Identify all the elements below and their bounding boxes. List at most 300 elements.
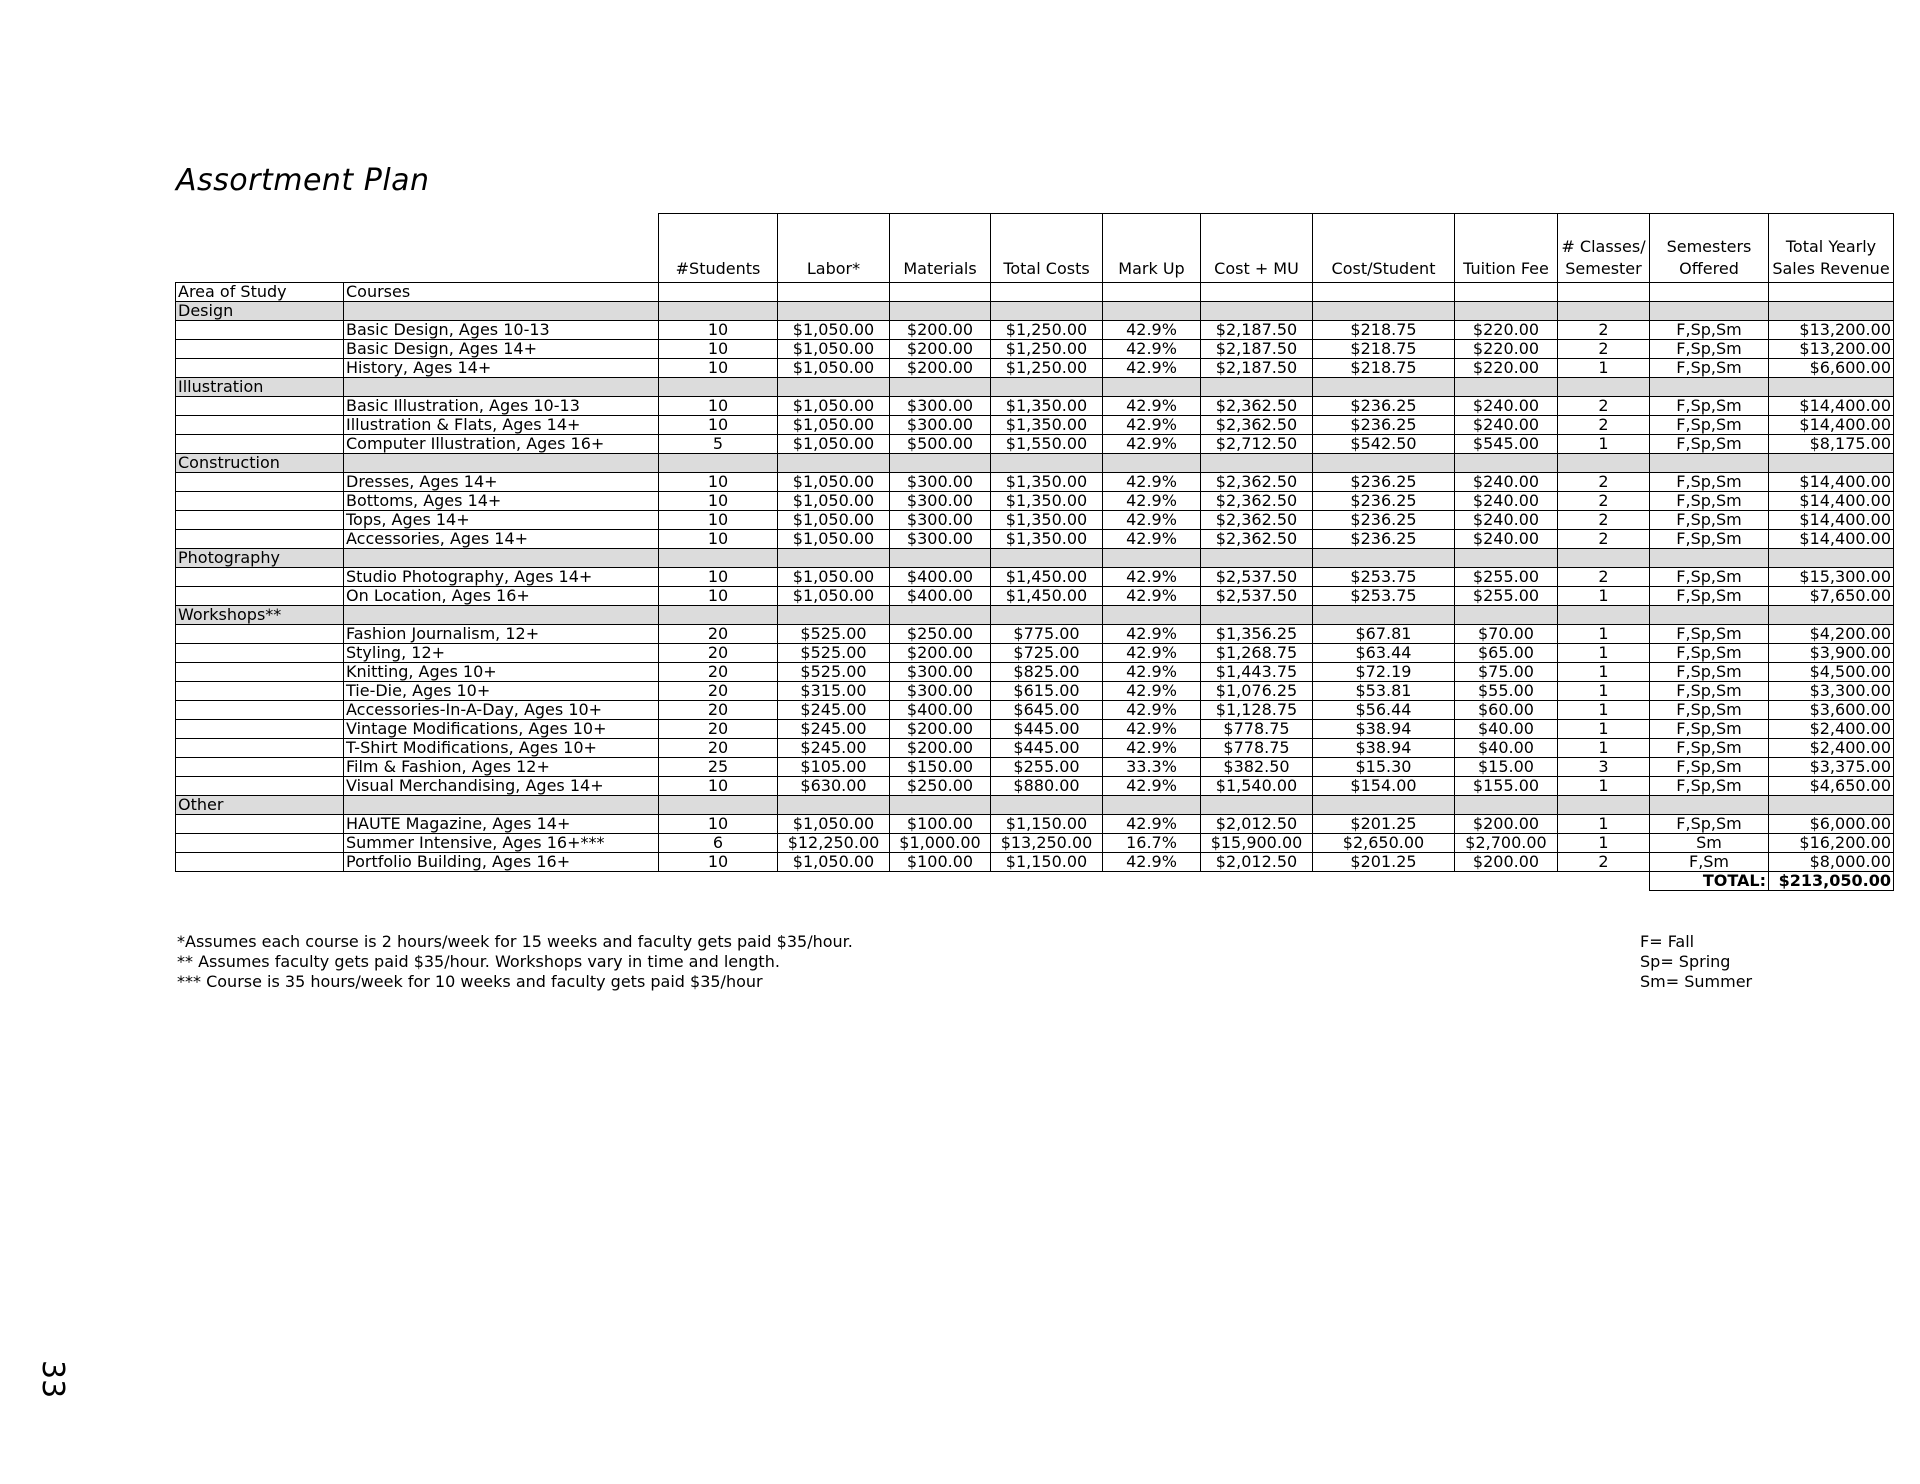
total-row xyxy=(176,872,1894,891)
table-cell: 10 xyxy=(659,321,778,340)
table-cell: $14,400.00 xyxy=(1769,473,1894,492)
course-name: Dresses, Ages 14+ xyxy=(344,473,659,492)
table-cell: $6,000.00 xyxy=(1769,815,1894,834)
table-row xyxy=(176,416,1894,435)
table-cell: 10 xyxy=(659,511,778,530)
table-cell: $70.00 xyxy=(1455,625,1558,644)
table-cell: $300.00 xyxy=(890,492,991,511)
area-name: Workshops** xyxy=(176,606,344,625)
table-cell: $382.50 xyxy=(1201,758,1313,777)
table-cell: $2,650.00 xyxy=(1313,834,1455,853)
table-row xyxy=(176,701,1894,720)
course-name: Visual Merchandising, Ages 14+ xyxy=(344,777,659,796)
course-name: Portfolio Building, Ages 16+ xyxy=(344,853,659,872)
table-cell: $236.25 xyxy=(1313,511,1455,530)
table-cell: 10 xyxy=(659,777,778,796)
table-cell: $400.00 xyxy=(890,701,991,720)
table-cell: $1,050.00 xyxy=(778,530,890,549)
table-row xyxy=(176,720,1894,739)
table-cell: $200.00 xyxy=(890,720,991,739)
table-cell: $1,050.00 xyxy=(778,492,890,511)
table-cell: 1 xyxy=(1558,720,1650,739)
table-cell: 10 xyxy=(659,359,778,378)
table-cell: $2,537.50 xyxy=(1201,568,1313,587)
course-name: Illustration & Flats, Ages 14+ xyxy=(344,416,659,435)
table-cell: $1,076.25 xyxy=(1201,682,1313,701)
table-cell: $63.44 xyxy=(1313,644,1455,663)
table-cell: 42.9% xyxy=(1103,739,1201,758)
table-cell: $200.00 xyxy=(890,644,991,663)
table-cell: 10 xyxy=(659,568,778,587)
table-cell: $542.50 xyxy=(1313,435,1455,454)
table-cell: F,Sp,Sm xyxy=(1650,340,1769,359)
table-cell: $1,050.00 xyxy=(778,416,890,435)
table-cell: F,Sp,Sm xyxy=(1650,435,1769,454)
table-cell: 1 xyxy=(1558,644,1650,663)
table-cell: $1,050.00 xyxy=(778,321,890,340)
table-cell: 42.9% xyxy=(1103,777,1201,796)
table-cell: $2,012.50 xyxy=(1201,815,1313,834)
table-cell: $14,400.00 xyxy=(1769,416,1894,435)
table-cell: 1 xyxy=(1558,587,1650,606)
table-cell: $1,350.00 xyxy=(991,416,1103,435)
table-cell: $2,187.50 xyxy=(1201,340,1313,359)
table-cell: 42.9% xyxy=(1103,587,1201,606)
table-cell: $825.00 xyxy=(991,663,1103,682)
table-cell: 10 xyxy=(659,416,778,435)
footnote: ** Assumes faculty gets paid $35/hour. Workshops vary in time and length. xyxy=(177,952,780,971)
table-cell: $300.00 xyxy=(890,663,991,682)
table-cell: 16.7% xyxy=(1103,834,1201,853)
table-cell: $240.00 xyxy=(1455,492,1558,511)
table-cell: $245.00 xyxy=(778,701,890,720)
table-cell: F,Sp,Sm xyxy=(1650,530,1769,549)
table-cell: $3,600.00 xyxy=(1769,701,1894,720)
table-cell: $236.25 xyxy=(1313,530,1455,549)
table-cell: 20 xyxy=(659,625,778,644)
course-name: T-Shirt Modifications, Ages 10+ xyxy=(344,739,659,758)
table-cell: $236.25 xyxy=(1313,492,1455,511)
table-cell: $2,537.50 xyxy=(1201,587,1313,606)
table-cell: $315.00 xyxy=(778,682,890,701)
course-name: On Location, Ages 16+ xyxy=(344,587,659,606)
table-cell: $55.00 xyxy=(1455,682,1558,701)
table-cell: F,Sp,Sm xyxy=(1650,720,1769,739)
legend-item: F= Fall xyxy=(1640,932,1695,951)
table-cell: $2,362.50 xyxy=(1201,511,1313,530)
table-cell: $245.00 xyxy=(778,739,890,758)
table-cell: $6,600.00 xyxy=(1769,359,1894,378)
table-row xyxy=(176,853,1894,872)
course-name: Styling, 12+ xyxy=(344,644,659,663)
table-cell: $15,300.00 xyxy=(1769,568,1894,587)
table-cell: $4,200.00 xyxy=(1769,625,1894,644)
table-cell: $1,250.00 xyxy=(991,340,1103,359)
table-row xyxy=(176,511,1894,530)
table-cell: $236.25 xyxy=(1313,473,1455,492)
table-row xyxy=(176,644,1894,663)
table-cell: 10 xyxy=(659,340,778,359)
table-cell: $75.00 xyxy=(1455,663,1558,682)
table-row xyxy=(176,834,1894,853)
total-value: $213,050.00 xyxy=(1769,872,1894,891)
column-header: Total Yearly Sales Revenue xyxy=(1769,214,1894,283)
table-cell: F,Sp,Sm xyxy=(1650,739,1769,758)
table-row xyxy=(176,473,1894,492)
table-cell: $880.00 xyxy=(991,777,1103,796)
table-row xyxy=(176,530,1894,549)
column-header: Mark Up xyxy=(1103,214,1201,283)
table-cell: $1,250.00 xyxy=(991,321,1103,340)
area-row xyxy=(176,454,1894,473)
table-cell: $255.00 xyxy=(991,758,1103,777)
table-cell: 20 xyxy=(659,644,778,663)
table-cell: 2 xyxy=(1558,321,1650,340)
table-cell: F,Sp,Sm xyxy=(1650,416,1769,435)
table-cell: 42.9% xyxy=(1103,416,1201,435)
table-cell: 42.9% xyxy=(1103,511,1201,530)
table-cell: 2 xyxy=(1558,473,1650,492)
course-name: Tie-Die, Ages 10+ xyxy=(344,682,659,701)
table-cell: $3,300.00 xyxy=(1769,682,1894,701)
table-cell: 20 xyxy=(659,720,778,739)
table-cell: $1,350.00 xyxy=(991,492,1103,511)
table-cell: 42.9% xyxy=(1103,359,1201,378)
table-cell: $1,050.00 xyxy=(778,435,890,454)
table-cell: F,Sp,Sm xyxy=(1650,644,1769,663)
table-cell: 42.9% xyxy=(1103,340,1201,359)
table-cell: Sm xyxy=(1650,834,1769,853)
table-cell: $13,200.00 xyxy=(1769,340,1894,359)
table-cell: $56.44 xyxy=(1313,701,1455,720)
table-cell: $1,268.75 xyxy=(1201,644,1313,663)
table-cell: $525.00 xyxy=(778,663,890,682)
table-cell: $1,450.00 xyxy=(991,587,1103,606)
table-cell: $240.00 xyxy=(1455,416,1558,435)
table-cell: $200.00 xyxy=(890,359,991,378)
table-cell: $525.00 xyxy=(778,625,890,644)
table-row xyxy=(176,758,1894,777)
table-cell: $154.00 xyxy=(1313,777,1455,796)
table-cell: $12,250.00 xyxy=(778,834,890,853)
table-cell: $2,400.00 xyxy=(1769,739,1894,758)
table-cell: $38.94 xyxy=(1313,720,1455,739)
table-cell: 10 xyxy=(659,530,778,549)
table-cell: $105.00 xyxy=(778,758,890,777)
table-cell: 42.9% xyxy=(1103,644,1201,663)
footnote: *** Course is 35 hours/week for 10 weeks and faculty gets paid $35/hour xyxy=(177,972,763,991)
column-header: Total Costs xyxy=(991,214,1103,283)
table-cell: $200.00 xyxy=(890,321,991,340)
table-cell: $1,350.00 xyxy=(991,397,1103,416)
table-cell: 42.9% xyxy=(1103,530,1201,549)
table-cell: $240.00 xyxy=(1455,397,1558,416)
table-cell: $218.75 xyxy=(1313,359,1455,378)
table-cell: $1,050.00 xyxy=(778,568,890,587)
area-row xyxy=(176,549,1894,568)
table-cell: $155.00 xyxy=(1455,777,1558,796)
table-cell: $1,450.00 xyxy=(991,568,1103,587)
table-cell: 20 xyxy=(659,682,778,701)
table-cell: F,Sp,Sm xyxy=(1650,511,1769,530)
table-cell: 10 xyxy=(659,492,778,511)
table-cell: $100.00 xyxy=(890,815,991,834)
table-cell: $14,400.00 xyxy=(1769,530,1894,549)
table-cell: $300.00 xyxy=(890,416,991,435)
table-cell: 33.3% xyxy=(1103,758,1201,777)
table-cell: $253.75 xyxy=(1313,568,1455,587)
table-cell: 42.9% xyxy=(1103,321,1201,340)
area-row xyxy=(176,302,1894,321)
table-cell: $1,050.00 xyxy=(778,473,890,492)
table-cell: $255.00 xyxy=(1455,568,1558,587)
table-cell: $545.00 xyxy=(1455,435,1558,454)
table-row xyxy=(176,739,1894,758)
table-cell: $13,250.00 xyxy=(991,834,1103,853)
table-cell: $2,362.50 xyxy=(1201,492,1313,511)
table-cell: $72.19 xyxy=(1313,663,1455,682)
table-cell: $1,050.00 xyxy=(778,511,890,530)
table-cell: 6 xyxy=(659,834,778,853)
table-cell: 1 xyxy=(1558,815,1650,834)
table-cell: 1 xyxy=(1558,834,1650,853)
table-cell: $3,900.00 xyxy=(1769,644,1894,663)
total-label: TOTAL: xyxy=(1650,872,1769,891)
table-cell: F,Sp,Sm xyxy=(1650,815,1769,834)
table-cell: $1,550.00 xyxy=(991,435,1103,454)
table-cell: 10 xyxy=(659,397,778,416)
table-cell: $200.00 xyxy=(890,739,991,758)
table-cell: $16,200.00 xyxy=(1769,834,1894,853)
table-cell: 1 xyxy=(1558,777,1650,796)
table-cell: $100.00 xyxy=(890,853,991,872)
table-row xyxy=(176,625,1894,644)
table-cell: $1,050.00 xyxy=(778,853,890,872)
table-cell: $40.00 xyxy=(1455,739,1558,758)
table-cell: F,Sp,Sm xyxy=(1650,682,1769,701)
table-cell: $1,443.75 xyxy=(1201,663,1313,682)
area-name: Illustration xyxy=(176,378,344,397)
table-cell: $775.00 xyxy=(991,625,1103,644)
table-cell: $1,350.00 xyxy=(991,530,1103,549)
course-name: Basic Design, Ages 14+ xyxy=(344,340,659,359)
table-cell: $255.00 xyxy=(1455,587,1558,606)
table-cell: 1 xyxy=(1558,663,1650,682)
course-name: Bottoms, Ages 14+ xyxy=(344,492,659,511)
table-cell: $2,362.50 xyxy=(1201,530,1313,549)
table-cell: $300.00 xyxy=(890,682,991,701)
table-cell: 2 xyxy=(1558,568,1650,587)
course-name: Summer Intensive, Ages 16+*** xyxy=(344,834,659,853)
course-name: Studio Photography, Ages 14+ xyxy=(344,568,659,587)
table-cell: $53.81 xyxy=(1313,682,1455,701)
table-cell: 20 xyxy=(659,701,778,720)
course-name: Vintage Modifications, Ages 10+ xyxy=(344,720,659,739)
column-header: #Students xyxy=(659,214,778,283)
header-row xyxy=(176,214,1894,283)
course-name: History, Ages 14+ xyxy=(344,359,659,378)
table-cell: 1 xyxy=(1558,682,1650,701)
table-cell: $67.81 xyxy=(1313,625,1455,644)
table-cell: F,Sp,Sm xyxy=(1650,777,1769,796)
table-cell: $38.94 xyxy=(1313,739,1455,758)
table-cell: $1,000.00 xyxy=(890,834,991,853)
column-header: Tuition Fee xyxy=(1455,214,1558,283)
table-cell: F,Sp,Sm xyxy=(1650,701,1769,720)
table-cell: $65.00 xyxy=(1455,644,1558,663)
table-cell: $200.00 xyxy=(1455,853,1558,872)
table-cell: $300.00 xyxy=(890,473,991,492)
area-name: Design xyxy=(176,302,344,321)
table-cell: $15,900.00 xyxy=(1201,834,1313,853)
table-cell: $220.00 xyxy=(1455,340,1558,359)
table-cell: $40.00 xyxy=(1455,720,1558,739)
table-cell: $2,362.50 xyxy=(1201,416,1313,435)
table-cell: $1,128.75 xyxy=(1201,701,1313,720)
table-cell: 2 xyxy=(1558,340,1650,359)
table-cell: $1,150.00 xyxy=(991,853,1103,872)
table-cell: $236.25 xyxy=(1313,416,1455,435)
table-cell: 42.9% xyxy=(1103,720,1201,739)
table-cell: 2 xyxy=(1558,530,1650,549)
table-cell: $8,000.00 xyxy=(1769,853,1894,872)
table-cell: 2 xyxy=(1558,492,1650,511)
table-cell: 1 xyxy=(1558,625,1650,644)
table-cell: $1,150.00 xyxy=(991,815,1103,834)
table-cell: $2,012.50 xyxy=(1201,853,1313,872)
table-row xyxy=(176,815,1894,834)
table-cell: 5 xyxy=(659,435,778,454)
table-cell: $201.25 xyxy=(1313,853,1455,872)
table-row xyxy=(176,397,1894,416)
table-cell: $1,540.00 xyxy=(1201,777,1313,796)
assortment-plan-table xyxy=(175,213,1894,891)
table-cell: $2,187.50 xyxy=(1201,321,1313,340)
page-number: 33 xyxy=(35,1360,70,1399)
table-cell: 2 xyxy=(1558,511,1650,530)
footnote: *Assumes each course is 2 hours/week for 15 weeks and faculty gets paid $35/hour. xyxy=(177,932,853,951)
table-cell: $250.00 xyxy=(890,625,991,644)
table-cell: $201.25 xyxy=(1313,815,1455,834)
table-cell: 2 xyxy=(1558,853,1650,872)
table-cell: $1,050.00 xyxy=(778,587,890,606)
table-row xyxy=(176,435,1894,454)
table-cell: $300.00 xyxy=(890,511,991,530)
table-row xyxy=(176,663,1894,682)
table-cell: $13,200.00 xyxy=(1769,321,1894,340)
table-body xyxy=(176,283,1894,891)
courses-header: Courses xyxy=(344,283,659,302)
table-row xyxy=(176,321,1894,340)
table-row xyxy=(176,492,1894,511)
table-cell: $253.75 xyxy=(1313,587,1455,606)
table-cell: F,Sp,Sm xyxy=(1650,397,1769,416)
table-cell: $445.00 xyxy=(991,720,1103,739)
table-cell: 1 xyxy=(1558,739,1650,758)
table-row xyxy=(176,682,1894,701)
table-cell: 42.9% xyxy=(1103,473,1201,492)
table-cell: 20 xyxy=(659,663,778,682)
table-cell: $2,187.50 xyxy=(1201,359,1313,378)
table-cell: 42.9% xyxy=(1103,853,1201,872)
table-cell: $240.00 xyxy=(1455,511,1558,530)
table-cell: $15.00 xyxy=(1455,758,1558,777)
table-cell: $236.25 xyxy=(1313,397,1455,416)
table-cell: $200.00 xyxy=(1455,815,1558,834)
table-cell: F,Sp,Sm xyxy=(1650,625,1769,644)
table-cell: $400.00 xyxy=(890,568,991,587)
table-cell: 42.9% xyxy=(1103,663,1201,682)
table-cell: $4,650.00 xyxy=(1769,777,1894,796)
row-header-row xyxy=(176,283,1894,302)
table-cell: 42.9% xyxy=(1103,435,1201,454)
table-cell: $300.00 xyxy=(890,530,991,549)
table-cell: $200.00 xyxy=(890,340,991,359)
table-cell: $1,050.00 xyxy=(778,359,890,378)
table-cell: 1 xyxy=(1558,435,1650,454)
course-name: HAUTE Magazine, Ages 14+ xyxy=(344,815,659,834)
table-cell: $14,400.00 xyxy=(1769,511,1894,530)
table-cell: F,Sp,Sm xyxy=(1650,473,1769,492)
table-cell: F,Sp,Sm xyxy=(1650,587,1769,606)
table-cell: 10 xyxy=(659,853,778,872)
area-of-study-header: Area of Study xyxy=(176,283,344,302)
table-cell: $300.00 xyxy=(890,397,991,416)
table-cell: $525.00 xyxy=(778,644,890,663)
table-cell: 20 xyxy=(659,739,778,758)
table-cell: 2 xyxy=(1558,416,1650,435)
table-cell: $220.00 xyxy=(1455,321,1558,340)
table-row xyxy=(176,359,1894,378)
table-cell: 25 xyxy=(659,758,778,777)
column-header: # Classes/ Semester xyxy=(1558,214,1650,283)
column-header: Semesters Offered xyxy=(1650,214,1769,283)
table-cell: $2,712.50 xyxy=(1201,435,1313,454)
table-cell: $778.75 xyxy=(1201,739,1313,758)
area-row xyxy=(176,606,1894,625)
course-name: Accessories-In-A-Day, Ages 10+ xyxy=(344,701,659,720)
table-cell: F,Sp,Sm xyxy=(1650,568,1769,587)
table-cell: $218.75 xyxy=(1313,321,1455,340)
table-cell: $220.00 xyxy=(1455,359,1558,378)
table-cell: $725.00 xyxy=(991,644,1103,663)
table-cell: 42.9% xyxy=(1103,568,1201,587)
course-name: Knitting, Ages 10+ xyxy=(344,663,659,682)
table-cell: F,Sp,Sm xyxy=(1650,492,1769,511)
table-cell: $150.00 xyxy=(890,758,991,777)
course-name: Fashion Journalism, 12+ xyxy=(344,625,659,644)
table-row xyxy=(176,340,1894,359)
table-cell: 42.9% xyxy=(1103,815,1201,834)
area-name: Photography xyxy=(176,549,344,568)
table-cell: 2 xyxy=(1558,397,1650,416)
course-name: Tops, Ages 14+ xyxy=(344,511,659,530)
table-cell: $615.00 xyxy=(991,682,1103,701)
column-header: Cost/Student xyxy=(1313,214,1455,283)
course-name: Basic Illustration, Ages 10-13 xyxy=(344,397,659,416)
table-row xyxy=(176,587,1894,606)
table-cell: $4,500.00 xyxy=(1769,663,1894,682)
course-name: Computer Illustration, Ages 16+ xyxy=(344,435,659,454)
table-cell: $645.00 xyxy=(991,701,1103,720)
table-cell: $1,050.00 xyxy=(778,340,890,359)
table-cell: $14,400.00 xyxy=(1769,492,1894,511)
table-cell: 42.9% xyxy=(1103,492,1201,511)
table-cell: $1,356.25 xyxy=(1201,625,1313,644)
table-cell: 42.9% xyxy=(1103,397,1201,416)
area-name: Other xyxy=(176,796,344,815)
table-cell: 42.9% xyxy=(1103,701,1201,720)
